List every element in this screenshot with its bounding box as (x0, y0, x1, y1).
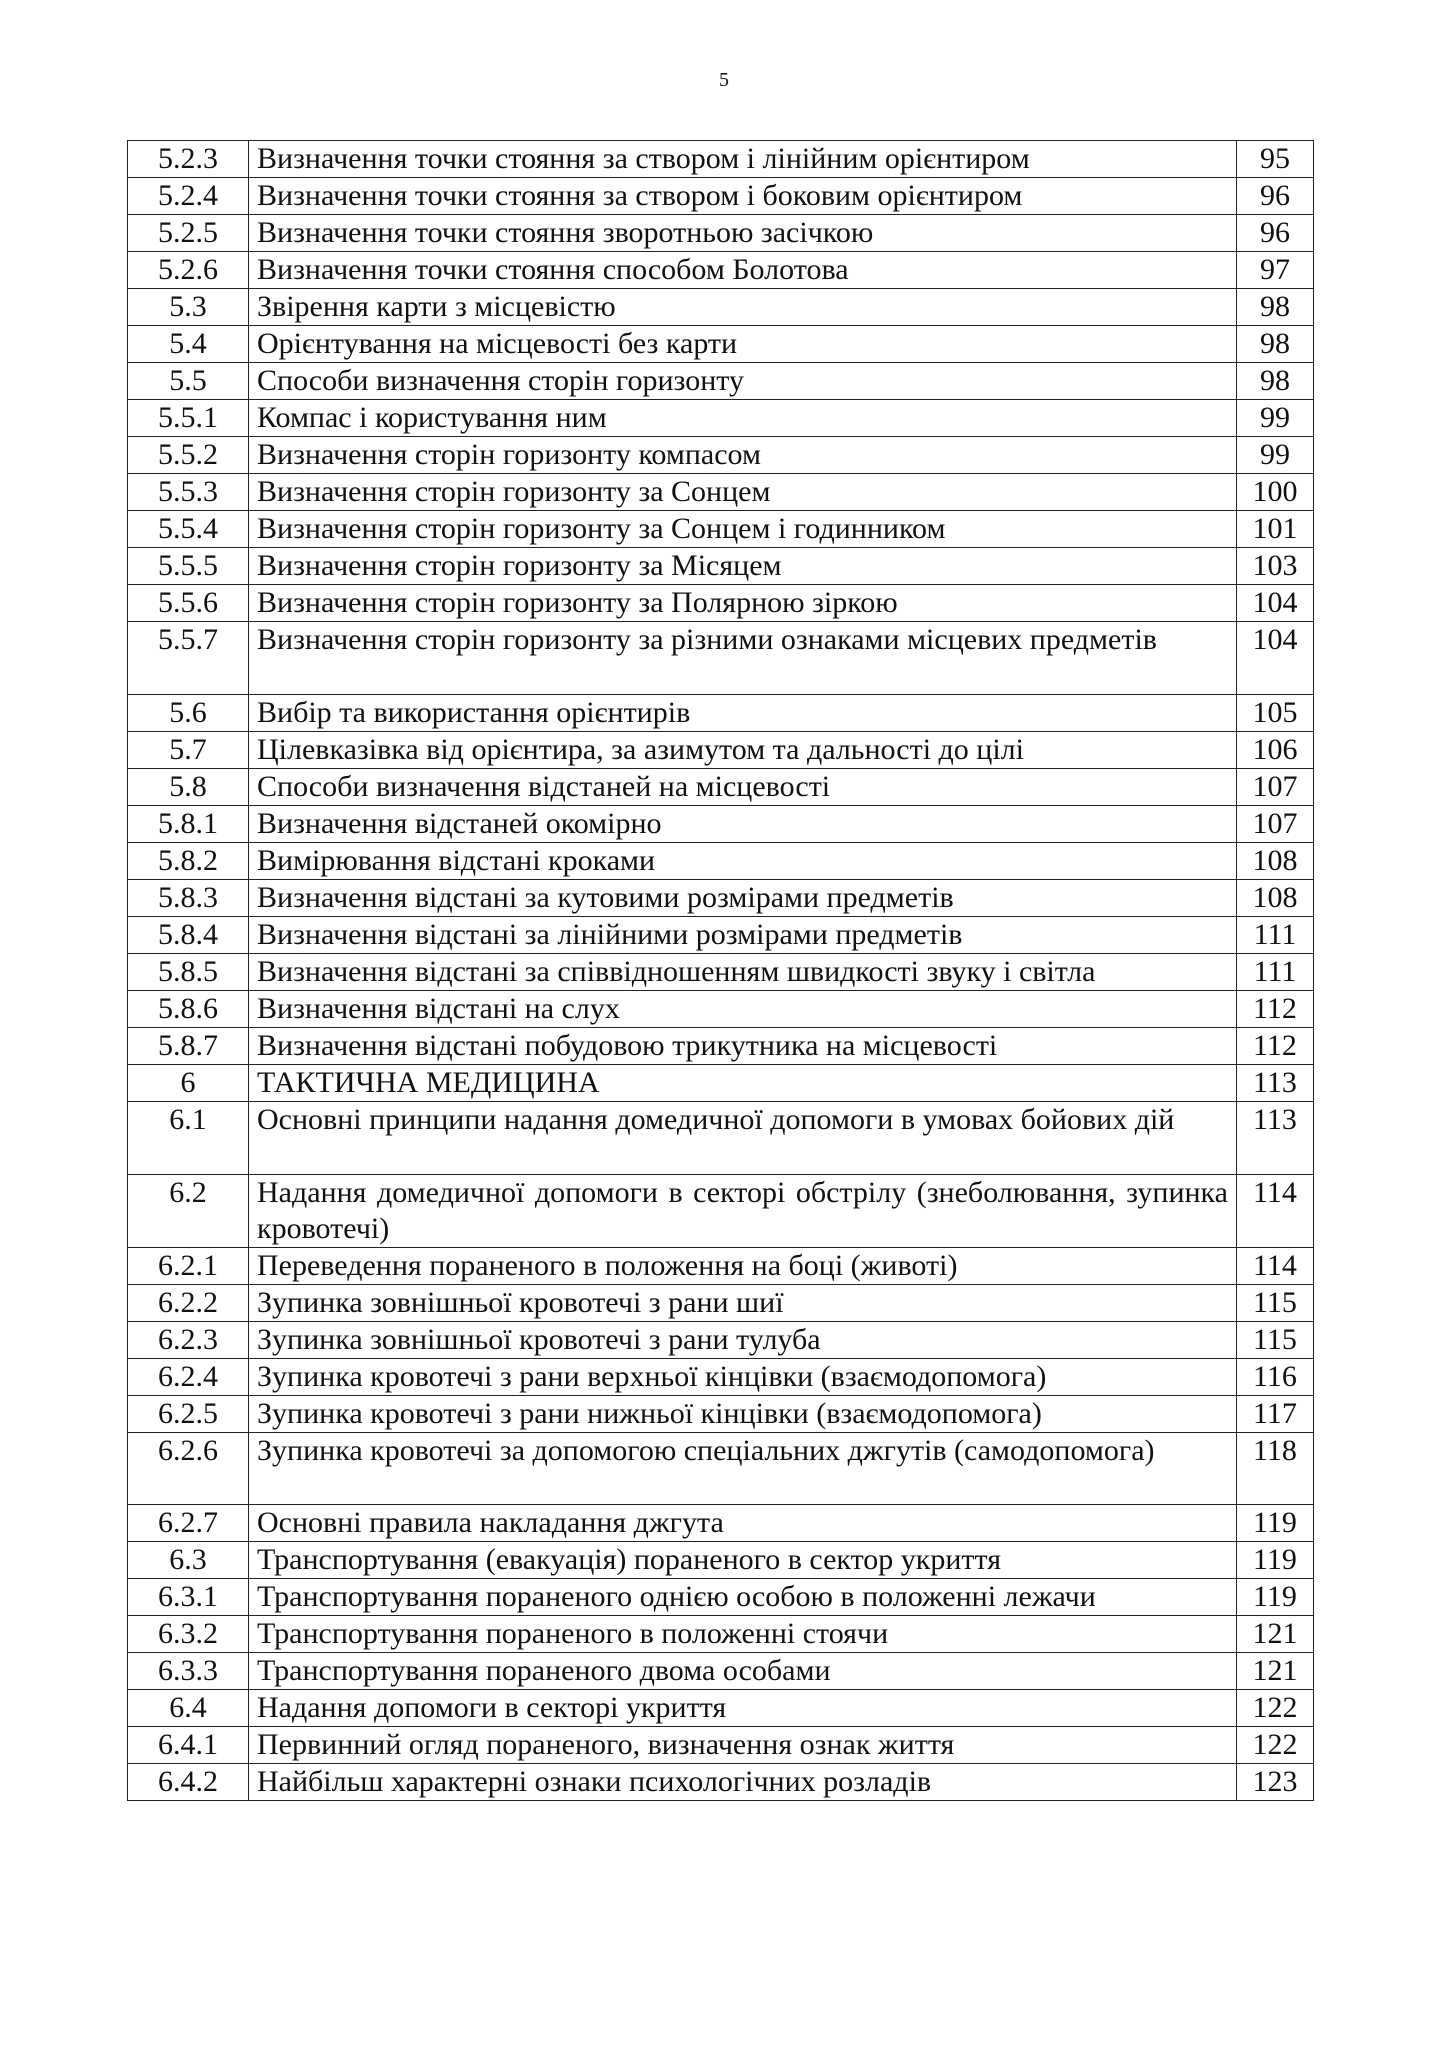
section-title: Транспортування пораненого двома особами (249, 1653, 1237, 1690)
section-number: 6.4.2 (128, 1764, 249, 1801)
section-number: 6.2.7 (128, 1505, 249, 1542)
section-number: 5.5.4 (128, 511, 249, 548)
section-number: 5.8.1 (128, 805, 249, 842)
section-title: Способи визначення відстаней на місцевості (249, 768, 1237, 805)
toc-row (128, 1174, 1314, 1247)
section-title: Визначення точки стояння способом Болотова (249, 252, 1237, 289)
toc-row (128, 548, 1314, 585)
page-ref: 95 (1237, 141, 1314, 178)
toc-row (128, 916, 1314, 953)
page-ref: 114 (1237, 1174, 1314, 1247)
toc-row (128, 731, 1314, 768)
section-title: Зупинка кровотечі за допомогою спеціальних джгутів (самодопомога) (249, 1432, 1237, 1505)
section-number: 6.3.1 (128, 1579, 249, 1616)
page-ref: 107 (1237, 768, 1314, 805)
page-ref: 99 (1237, 437, 1314, 474)
section-title: Транспортування пораненого в положенні стоячи (249, 1616, 1237, 1653)
section-title: Транспортування (евакуація) пораненого в сектор укриття (249, 1542, 1237, 1579)
section-number: 6.4 (128, 1690, 249, 1727)
section-title: Цілевказівка від орієнтира, за азимутом та дальності до цілі (249, 731, 1237, 768)
section-title: Зупинка кровотечі з рани нижньої кінцівки (взаємодопомога) (249, 1395, 1237, 1432)
toc-row (128, 1064, 1314, 1101)
toc-row (128, 879, 1314, 916)
section-number: 5.8.4 (128, 916, 249, 953)
section-number: 6.2.2 (128, 1284, 249, 1321)
toc-row (128, 215, 1314, 252)
toc-row (128, 1579, 1314, 1616)
section-number: 5.8.3 (128, 879, 249, 916)
page-ref: 98 (1237, 326, 1314, 363)
page-ref: 107 (1237, 805, 1314, 842)
toc-body (128, 141, 1314, 1801)
page-ref: 96 (1237, 178, 1314, 215)
section-title: Зупинка зовнішньої кровотечі з рани тулуба (249, 1321, 1237, 1358)
page-ref: 114 (1237, 1247, 1314, 1284)
section-title: Вимірювання відстані кроками (249, 842, 1237, 879)
section-title: Зупинка зовнішньої кровотечі з рани шиї (249, 1284, 1237, 1321)
page-ref: 112 (1237, 990, 1314, 1027)
section-title: Звірення карти з місцевістю (249, 289, 1237, 326)
section-title: Визначення відстані за лінійними розмірами предметів (249, 916, 1237, 953)
toc-row (128, 694, 1314, 731)
section-title: Визначення точки стояння за створом і боковим орієнтиром (249, 178, 1237, 215)
section-number: 5.2.5 (128, 215, 249, 252)
section-title: Зупинка кровотечі з рани верхньої кінцівки (взаємодопомога) (249, 1358, 1237, 1395)
section-title: Визначення відстані за кутовими розмірами предметів (249, 879, 1237, 916)
page-ref: 98 (1237, 363, 1314, 400)
toc-row (128, 511, 1314, 548)
page-ref: 115 (1237, 1284, 1314, 1321)
toc-row (128, 1505, 1314, 1542)
toc-row (128, 1764, 1314, 1801)
toc-row (128, 1653, 1314, 1690)
section-number: 6.2.5 (128, 1395, 249, 1432)
section-title: Визначення відстані побудовою трикутника на місцевості (249, 1027, 1237, 1064)
section-number: 5.8.7 (128, 1027, 249, 1064)
section-number: 5.7 (128, 731, 249, 768)
toc-row (128, 805, 1314, 842)
toc-row (128, 1321, 1314, 1358)
toc-row (128, 1247, 1314, 1284)
page-ref: 101 (1237, 511, 1314, 548)
section-number: 5.3 (128, 289, 249, 326)
section-number: 5.8 (128, 768, 249, 805)
toc-row (128, 400, 1314, 437)
page-ref: 106 (1237, 731, 1314, 768)
section-title: Орієнтування на місцевості без карти (249, 326, 1237, 363)
section-number: 6.2.4 (128, 1358, 249, 1395)
section-title: Визначення сторін горизонту за Сонцем і годинником (249, 511, 1237, 548)
toc-row (128, 474, 1314, 511)
page-ref: 117 (1237, 1395, 1314, 1432)
page-ref: 96 (1237, 215, 1314, 252)
section-number: 5.2.3 (128, 141, 249, 178)
page-ref: 115 (1237, 1321, 1314, 1358)
section-number: 6.1 (128, 1101, 249, 1174)
section-number: 6.3.3 (128, 1653, 249, 1690)
toc-row (128, 990, 1314, 1027)
toc-row (128, 289, 1314, 326)
page-ref: 111 (1237, 916, 1314, 953)
section-number: 5.2.6 (128, 252, 249, 289)
toc-row (128, 1395, 1314, 1432)
page-ref: 104 (1237, 622, 1314, 695)
toc-row (128, 1616, 1314, 1653)
toc-row (128, 585, 1314, 622)
toc-row (128, 178, 1314, 215)
section-title: Способи визначення сторін горизонту (249, 363, 1237, 400)
section-title: Переведення пораненого в положення на боці (животі) (249, 1247, 1237, 1284)
page-ref: 97 (1237, 252, 1314, 289)
section-number: 6.2.1 (128, 1247, 249, 1284)
toc-row (128, 953, 1314, 990)
section-title: Надання домедичної допомоги в секторі обстрілу (знеболювання, зупинка кровотечі) (249, 1174, 1237, 1247)
section-number: 6 (128, 1064, 249, 1101)
toc-row (128, 1101, 1314, 1174)
section-title: Визначення відстані за співвідношенням швидкості звуку і світла (249, 953, 1237, 990)
page-ref: 122 (1237, 1690, 1314, 1727)
section-title: Визначення сторін горизонту за різними ознаками місцевих предметів (249, 622, 1237, 695)
section-number: 5.5.2 (128, 437, 249, 474)
section-number: 5.8.6 (128, 990, 249, 1027)
section-number: 6.3.2 (128, 1616, 249, 1653)
toc-row (128, 1432, 1314, 1505)
page-ref: 111 (1237, 953, 1314, 990)
page-ref: 105 (1237, 694, 1314, 731)
section-number: 5.5.5 (128, 548, 249, 585)
page-ref: 108 (1237, 879, 1314, 916)
toc-row (128, 1027, 1314, 1064)
section-title: Визначення сторін горизонту за Місяцем (249, 548, 1237, 585)
toc-row (128, 252, 1314, 289)
section-title: Визначення точки стояння зворотньою засічкою (249, 215, 1237, 252)
toc-row (128, 1727, 1314, 1764)
section-title: Первинний огляд пораненого, визначення ознак життя (249, 1727, 1237, 1764)
section-number: 5.4 (128, 326, 249, 363)
section-number: 5.8.2 (128, 842, 249, 879)
page-number: 5 (719, 69, 729, 91)
section-number: 6.2.3 (128, 1321, 249, 1358)
section-number: 5.5.1 (128, 400, 249, 437)
toc-row (128, 363, 1314, 400)
page-ref: 112 (1237, 1027, 1314, 1064)
toc-row (128, 842, 1314, 879)
page-ref: 123 (1237, 1764, 1314, 1801)
page-ref: 119 (1237, 1505, 1314, 1542)
table-of-contents (127, 140, 1314, 1801)
section-number: 6.2 (128, 1174, 249, 1247)
section-title: Основні принципи надання домедичної допомоги в умовах бойових дій (249, 1101, 1237, 1174)
section-number: 5.6 (128, 694, 249, 731)
page-ref: 100 (1237, 474, 1314, 511)
page-ref: 122 (1237, 1727, 1314, 1764)
section-title: Визначення сторін горизонту компасом (249, 437, 1237, 474)
page-ref: 121 (1237, 1616, 1314, 1653)
section-number: 5.5.3 (128, 474, 249, 511)
page-ref: 113 (1237, 1064, 1314, 1101)
section-title: Компас і користування ним (249, 400, 1237, 437)
section-number: 6.4.1 (128, 1727, 249, 1764)
toc-row (128, 1542, 1314, 1579)
page-ref: 118 (1237, 1432, 1314, 1505)
page-ref: 113 (1237, 1101, 1314, 1174)
page-ref: 99 (1237, 400, 1314, 437)
page-ref: 104 (1237, 585, 1314, 622)
toc-row (128, 1284, 1314, 1321)
section-number: 6.2.6 (128, 1432, 249, 1505)
toc-row (128, 768, 1314, 805)
page-ref: 108 (1237, 842, 1314, 879)
section-title: Визначення сторін горизонту за Сонцем (249, 474, 1237, 511)
page-ref: 121 (1237, 1653, 1314, 1690)
toc-row (128, 1358, 1314, 1395)
section-title: Основні правила накладання джгута (249, 1505, 1237, 1542)
section-title: Визначення відстані на слух (249, 990, 1237, 1027)
page-ref: 98 (1237, 289, 1314, 326)
section-number: 5.5.7 (128, 622, 249, 695)
section-title: Транспортування пораненого однією особою в положенні лежачи (249, 1579, 1237, 1616)
section-number: 5.5 (128, 363, 249, 400)
section-title: Надання допомоги в секторі укриття (249, 1690, 1237, 1727)
section-title: Вибір та використання орієнтирів (249, 694, 1237, 731)
section-number: 6.3 (128, 1542, 249, 1579)
toc-row (128, 326, 1314, 363)
section-title: ТАКТИЧНА МЕДИЦИНА (249, 1064, 1237, 1101)
page-ref: 116 (1237, 1358, 1314, 1395)
section-number: 5.5.6 (128, 585, 249, 622)
section-number: 5.8.5 (128, 953, 249, 990)
page-ref: 119 (1237, 1579, 1314, 1616)
section-title: Визначення точки стояння за створом і лінійним орієнтиром (249, 141, 1237, 178)
section-title: Визначення сторін горизонту за Полярною зіркою (249, 585, 1237, 622)
section-number: 5.2.4 (128, 178, 249, 215)
toc-row (128, 141, 1314, 178)
page-ref: 119 (1237, 1542, 1314, 1579)
toc-row (128, 1690, 1314, 1727)
toc-row (128, 622, 1314, 695)
page-ref: 103 (1237, 548, 1314, 585)
toc-row (128, 437, 1314, 474)
section-title: Найбільш характерні ознаки психологічних розладів (249, 1764, 1237, 1801)
section-title: Визначення відстаней окомірно (249, 805, 1237, 842)
